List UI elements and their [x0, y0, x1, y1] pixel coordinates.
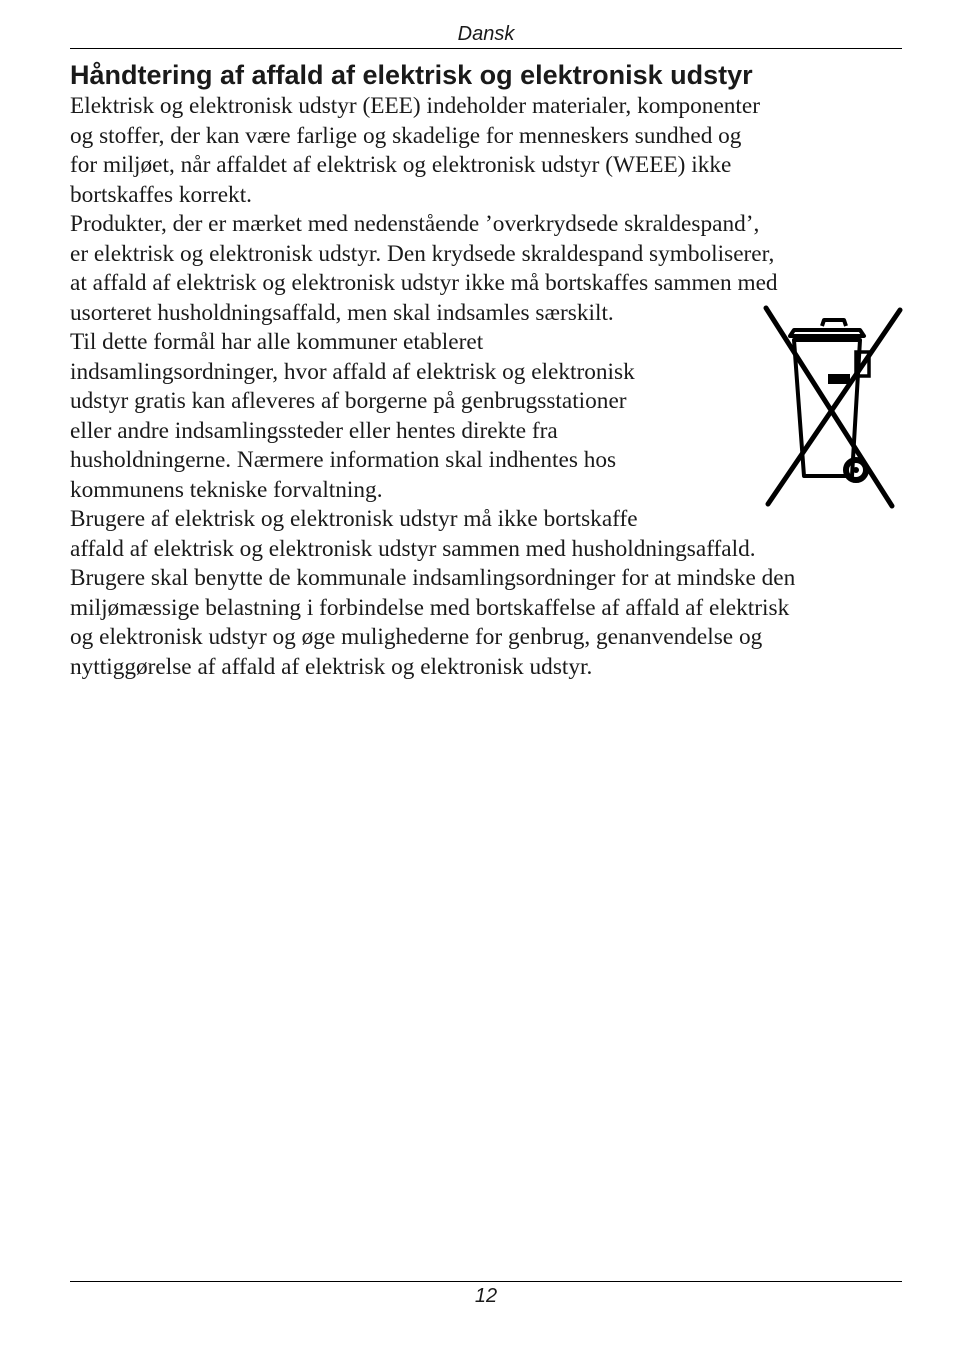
- body-line: og elektronisk udstyr og øge mulighederne for genbrug, genanvendelse og: [70, 624, 763, 650]
- body-line: bortskaffes korrekt.: [70, 181, 253, 208]
- body-line: kommunens tekniske forvaltning.: [70, 476, 383, 503]
- body-line: eller andre indsamlingssteder eller hentes direkte fra: [70, 417, 558, 444]
- body-line: er elektrisk og elektronisk udstyr. Den krydsede skraldespand symboliserer,: [70, 240, 775, 267]
- body-line: Produkter, der er mærket med nedenstående ’overkrydsede skraldespand’,: [70, 211, 760, 237]
- body-line: Elektrisk og elektronisk udstyr (EEE) indeholder materialer, komponenter: [70, 93, 760, 119]
- page-number: 12: [474, 1285, 498, 1307]
- body-line: Brugere af elektrisk og elektronisk udstyr må ikke bortskaffe: [70, 506, 638, 532]
- page-header-language: Dansk: [457, 23, 515, 45]
- crossed-out-wheelie-bin-icon: [760, 304, 905, 512]
- body-line: Brugere skal benytte de kommunale indsamlingsordninger for at mindske den: [70, 565, 796, 591]
- header-divider: [70, 48, 902, 49]
- body-line: og stoffer, der kan være farlige og skadelige for menneskers sundhed og: [70, 122, 742, 149]
- body-line: at affald af elektrisk og elektronisk udstyr ikke må bortskaffes sammen med: [70, 270, 778, 296]
- body-line: usorteret husholdningsaffald, men skal indsamles særskilt.: [70, 299, 614, 326]
- body-line: for miljøet, når affaldet af elektrisk og elektronisk udstyr (WEEE) ikke: [70, 152, 732, 178]
- body-line: husholdningerne. Nærmere information skal indhentes hos: [70, 447, 617, 473]
- body-line: Til dette formål har alle kommuner etableret: [70, 329, 484, 355]
- body-line: miljømæssige belastning i forbindelse med bortskaffelse af affald af elektrisk: [70, 594, 790, 621]
- body-line: udstyr gratis kan afleveres af borgerne på genbrugsstationer: [70, 388, 627, 414]
- body-line: nyttiggørelse af affald af elektrisk og elektronisk udstyr.: [70, 653, 593, 680]
- body-line: affald af elektrisk og elektronisk udstyr sammen med husholdningsaffald.: [70, 535, 756, 562]
- section-title: Håndtering af affald af elektrisk og elektronisk udstyr: [70, 60, 753, 90]
- body-line: indsamlingsordninger, hvor affald af elektrisk og elektronisk: [70, 358, 635, 385]
